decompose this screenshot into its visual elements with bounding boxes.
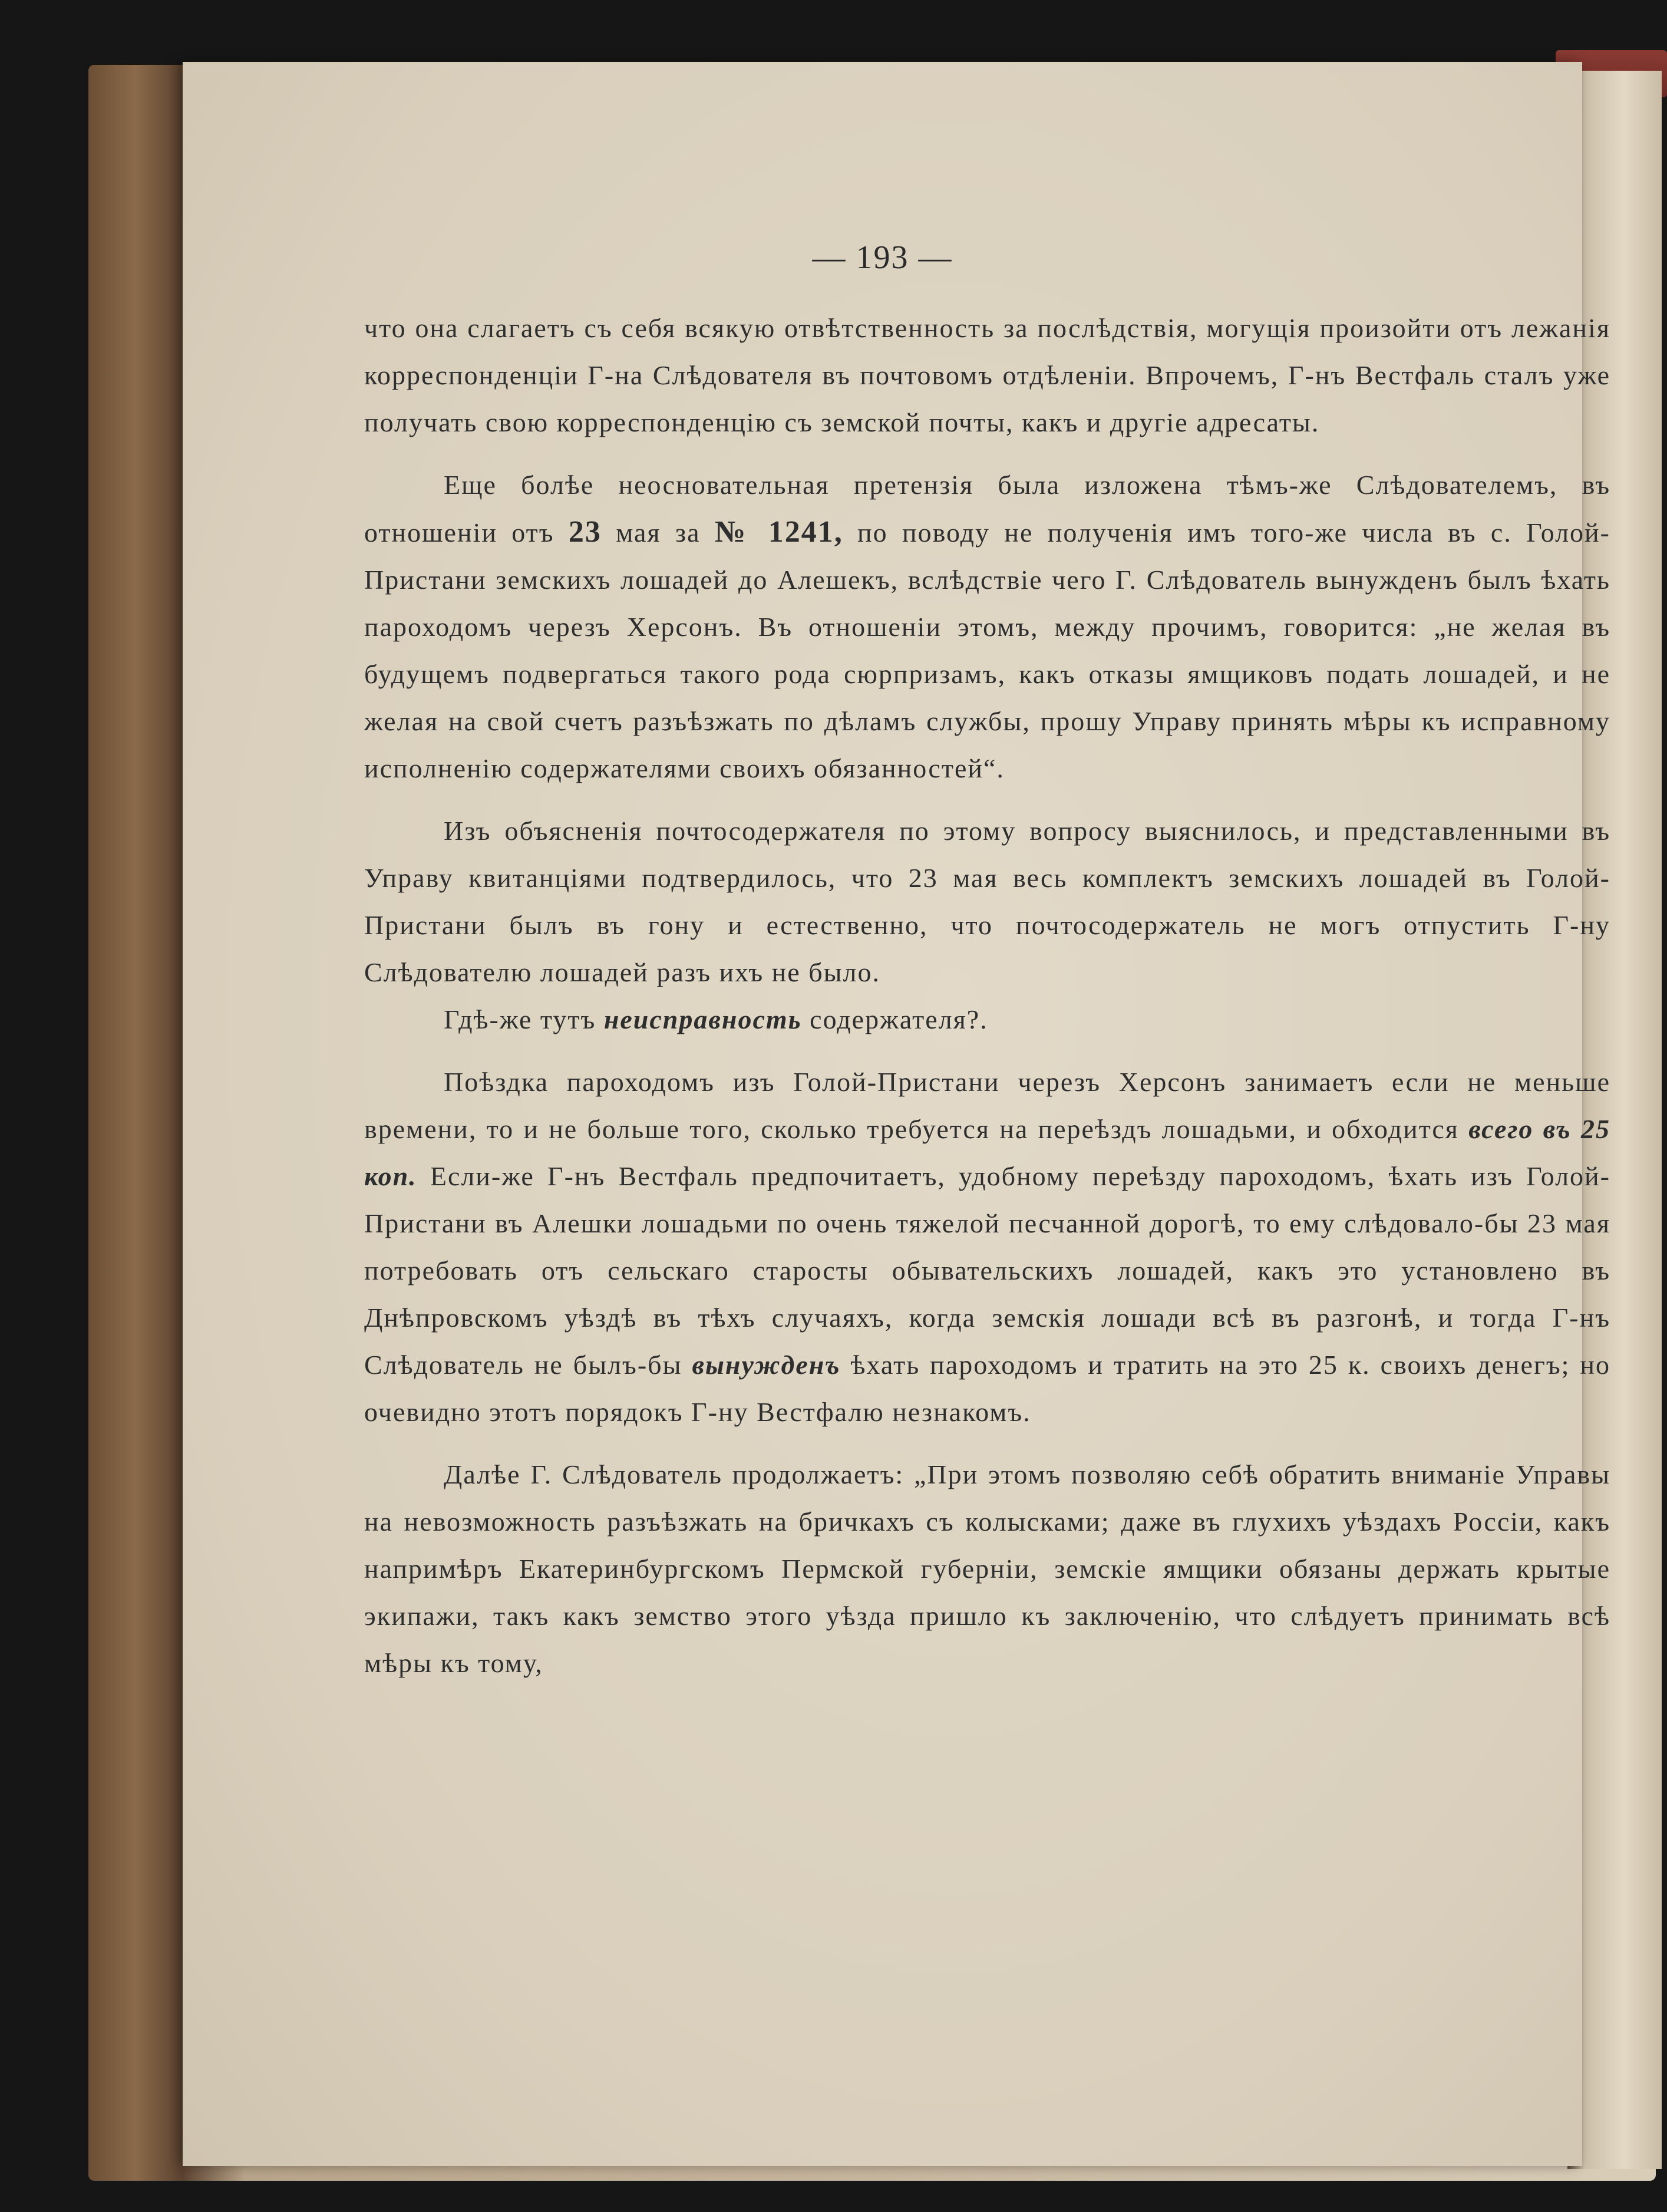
- paragraph-1: [364, 305, 1610, 446]
- emphasis-text: всего въ 25 коп.: [364, 1114, 1610, 1191]
- text-run: содержателя?.: [801, 1004, 988, 1034]
- emphasis-text: вынужденъ: [692, 1350, 841, 1380]
- paragraph-6: [364, 1451, 1610, 1687]
- paragraph-3: [364, 807, 1610, 996]
- text-run: Если-же Г-нъ Вестфаль предпочитаетъ, удобному переѣзду пароходомъ, ѣхать изъ Голой-Пристани въ Алешки лошадьми по очень тяжелой песчанной дорогѣ, то ему слѣдовало-бы 23 мая потребовать отъ сельскаго старосты обывательскихъ лошадей, какъ это установлено въ Днѣпровскомъ уѣздѣ въ тѣхъ случаяхъ, когда земскія лошади всѣ въ разгонѣ, и тогда Г-нъ Слѣдователь не былъ-бы: [364, 1161, 1610, 1380]
- text-run: Далѣе Г. Слѣдователь продолжаетъ: „При этомъ позволяю себѣ обратить вниманіе Управы на невозможность разъѣзжать на бричкахъ съ колысками; даже въ глухихъ уѣздахъ Россіи, какъ напримѣръ Екатеринбургскомъ Пермской губерніи, земскіе ямщики обязаны держать крытые экипажи, такъ какъ земство этого уѣзда пришло къ заключенію, что слѣдуетъ принимать всѣ мѣры къ тому,: [364, 1459, 1610, 1678]
- text-run: Изъ объясненія почтосодержателя по этому вопросу выяснилось, и представленными въ Управу квитанціями подтвердилось, что 23 мая весь комплектъ земскихъ лошадей въ Голой-Пристани былъ въ гону и естественно, что почтосодержатель не могъ отпустить Г-ну Слѣдователю лошадей разъ ихъ не было.: [364, 816, 1610, 987]
- page-number: — 193 —: [812, 239, 953, 276]
- text-run: мая за: [601, 517, 715, 548]
- emphasis-text: неисправность: [603, 1004, 802, 1034]
- text-run: ѣхать пароходомъ и тратить на это 25 к. своихъ денегъ; но очевидно этотъ порядокъ Г-ну Вестфалю незнакомъ.: [364, 1350, 1610, 1427]
- bold-number: № 1241,: [714, 515, 843, 549]
- page-text: [364, 305, 1610, 1687]
- text-run: Поѣздка пароходомъ изъ Голой-Пристани черезъ Херсонъ занимаетъ если не меньше времени, то и не больше того, сколько требуется на переѣздъ лошадьми, и обходится: [364, 1067, 1610, 1144]
- paragraph-2: [364, 461, 1610, 792]
- text-run: по поводу не полученія имъ того-же числа въ с. Голой-Пристани земскихъ лошадей до Алешекъ, вслѣдствіе чего Г. Слѣдователь вынужденъ былъ ѣхать пароходомъ черезъ Херсонъ. Въ отношеніи этомъ, между прочимъ, говорится: „не желая въ будущемъ подвергаться такого рода сюрпризамъ, какъ отказы ямщиковъ подать лошадей, и не желая на свой счетъ разъѣзжать по дѣламъ службы, прошу Управу принять мѣры къ исправному исполненію содержателями своихъ обязанностей“.: [364, 517, 1610, 783]
- paragraph-5: [364, 1059, 1610, 1436]
- text-run: что она слагаетъ съ себя всякую отвѣтственность за послѣдствія, могущія произойти отъ лежанія корреспонденціи Г-на Слѣдователя въ почтовомъ отдѣленіи. Впрочемъ, Г-нъ Вестфаль сталъ уже получать свою корреспонденцію съ земской почты, какъ и другіе адресаты.: [364, 313, 1610, 437]
- text-run: Гдѣ-же тутъ: [444, 1004, 604, 1034]
- bold-number: 23: [568, 515, 602, 549]
- text-run: Еще болѣе неосновательная претензія была изложена тѣмъ-же Слѣдователемъ, въ отношеніи отъ: [364, 470, 1610, 548]
- book-page: [183, 62, 1610, 2166]
- paragraph-4: [364, 996, 1610, 1043]
